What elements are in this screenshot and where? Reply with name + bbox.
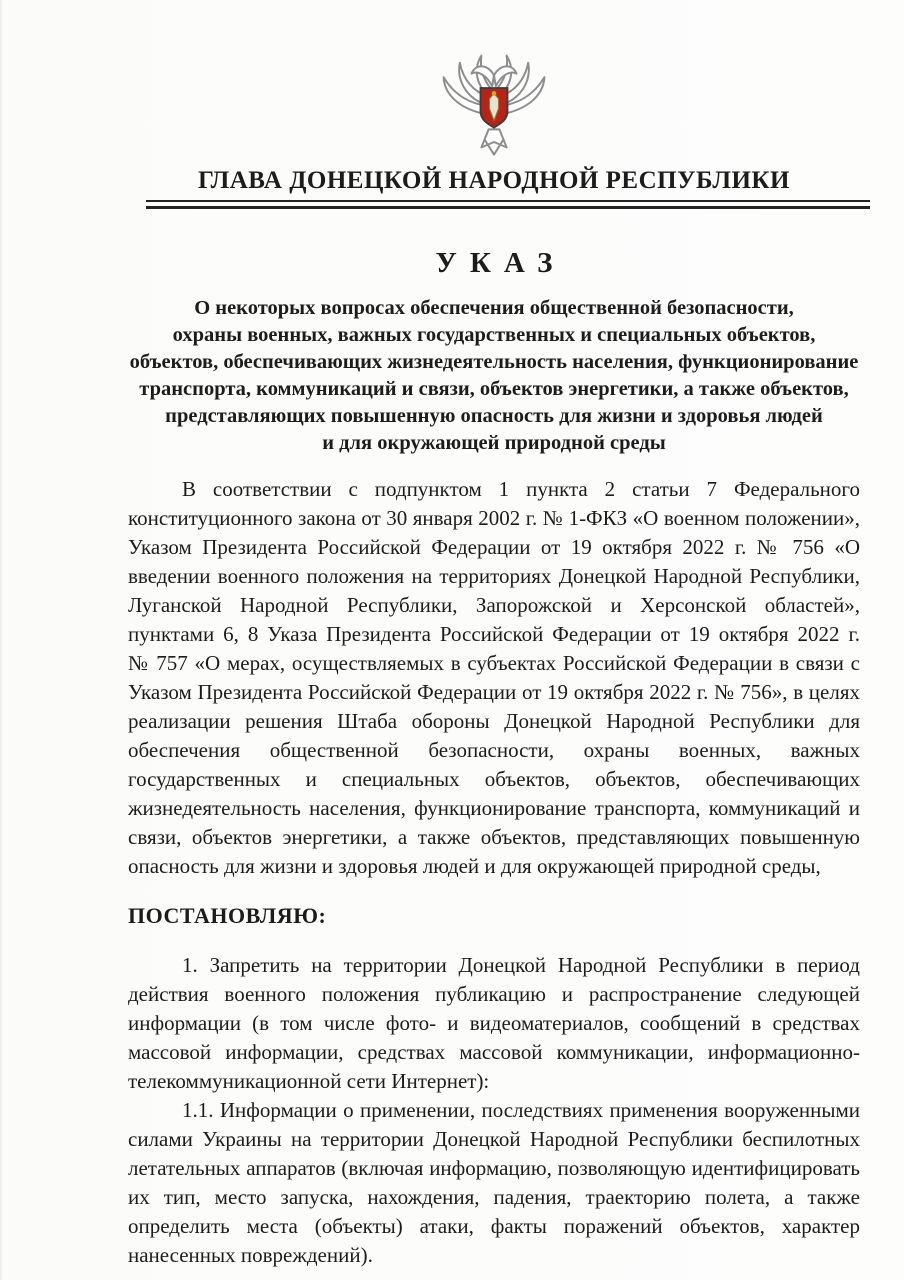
- decree-item-1-1: 1.1. Информации о применении, последствиях применения вооруженными силами Украины на территории Донецкой Народной Республики беспилотных летательных аппаратов (включая информацию, позволяющую идентифицировать их тип, место запуска, нахождения, падения, траекторию полета, а также определить места (объекты) атаки, факты поражений объектов, характер нанесенных повреждений).: [128, 1098, 860, 1267]
- header-divider: [146, 200, 870, 209]
- resolution-heading: ПОСТАНОВЛЯЮ:: [128, 903, 327, 928]
- decree-subject-line: охраны военных, важных государственных и специальных объектов,: [172, 324, 816, 346]
- issuing-authority-title: ГЛАВА ДОНЕЦКОЙ НАРОДНОЙ РЕСПУБЛИКИ: [197, 167, 791, 194]
- decree-subject-line: объектов, обеспечивающих жизнедеятельность населения, функционирование: [129, 351, 859, 373]
- decree-subject-line: и для окружающей природной среды: [322, 432, 666, 454]
- decree-subject-block: [128, 295, 860, 457]
- double-headed-eagle-icon: [431, 50, 557, 162]
- decree-subject-line: представляющих повышенную опасность для жизни и здоровья людей: [165, 405, 823, 427]
- preamble-paragraph: В соответствии с подпунктом 1 пункта 2 статьи 7 Федерального конституционного закона от 30 января 2002 г. № 1-ФКЗ «О военном положении», Указом Президента Российской Федерации от 19 октября 2022 г. № 756 «О введении военного положения на территориях Донецкой Народной Республики, Луганской Народной Республики, Запорожской и Херсонской областей», пунктами 6, 8 Указа Президента Российской Федерации от 19 октября 2022 г. № 757 «О мерах, осуществляемых в субъектах Российской Федерации в связи с Указом Президента Российской Федерации от 19 октября 2022 г. № 756», в целях реализации решения Штаба обороны Донецкой Народной Республики для обеспечения общественной безопасности, охраны военных, важных государственных и специальных объектов, объектов, обеспечивающих жизнедеятельность населения, функционирование транспорта, коммуникаций и связи, объектов энергетики, а также объектов, представляющих повышенную опасность для жизни и здоровья людей и для окружающей природной среды,: [128, 477, 860, 878]
- coat-of-arms-emblem: [128, 50, 860, 164]
- decree-subject-line: транспорта, коммуникаций и связи, объектов энергетики, а также объектов,: [139, 378, 849, 400]
- decree-type-title: УКАЗ: [435, 247, 566, 279]
- decree-item-1: 1. Запретить на территории Донецкой Народной Республики в период действия военного положения публикацию и распространение следующей информации (в том числе фото- и видеоматериалов, сообщений в средствах массовой информации, средствах массовой коммуникации, информационно-телекоммуникационной сети Интернет):: [128, 953, 860, 1093]
- decree-subject-line: О некоторых вопросах обеспечения общественной безопасности,: [194, 297, 794, 319]
